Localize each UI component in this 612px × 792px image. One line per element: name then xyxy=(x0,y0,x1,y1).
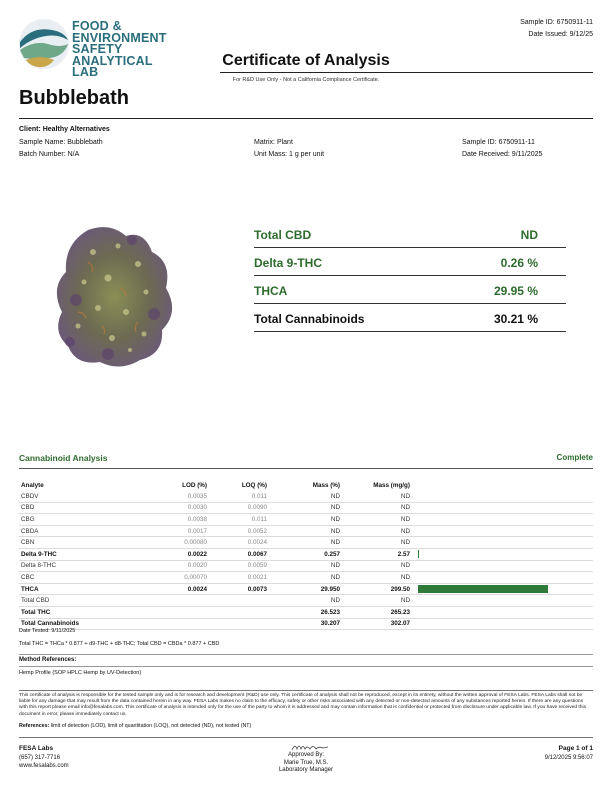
cell-bar xyxy=(412,491,593,502)
cell-mass-pct: ND xyxy=(269,537,342,549)
cell-loq: 0.0024 xyxy=(209,537,269,549)
summary-row-thca xyxy=(254,277,566,304)
summary-label: Total CBD xyxy=(254,228,312,242)
cell-mass-mg: 2.57 xyxy=(342,548,412,560)
date-received: Date Received: 9/11/2025 xyxy=(462,151,543,158)
table-header-row xyxy=(19,480,593,491)
mass-bar xyxy=(418,585,548,593)
summary-row-delta9 xyxy=(254,249,566,276)
cell-bar xyxy=(412,560,593,572)
disclaimer-divider xyxy=(19,690,593,691)
analysis-title: Cannabinoid Analysis xyxy=(19,453,108,463)
cell-lod: 0.0017 xyxy=(129,525,209,537)
summary-label: Total Cannabinoids xyxy=(254,312,365,326)
cell-mass-pct: ND xyxy=(269,572,342,584)
cell-analyte: CBN xyxy=(19,537,129,549)
mass-bar xyxy=(418,550,419,558)
cell-lod: 0.0030 xyxy=(129,502,209,514)
cell-mass-pct: ND xyxy=(269,491,342,502)
column-header: LOQ (%) xyxy=(241,482,267,489)
column-header: Mass (mg/g) xyxy=(373,482,410,489)
cell-mass-pct: 29.950 xyxy=(269,583,342,595)
cell-mass-pct: ND xyxy=(269,560,342,572)
cell-lod: 0.0035 xyxy=(129,491,209,502)
table-row xyxy=(19,595,593,607)
table-row xyxy=(19,502,593,514)
references-text: limit of detection (LOD), limit of quantitation (LOQ), not detected (ND), not tested (NT) xyxy=(50,723,252,729)
cell-bar xyxy=(412,618,593,630)
references xyxy=(19,723,251,729)
summary-value: ND xyxy=(520,228,538,242)
table-row xyxy=(19,537,593,549)
cell-bar xyxy=(412,548,593,560)
cell-mass-mg: ND xyxy=(342,514,412,526)
cell-mass-mg: ND xyxy=(342,560,412,572)
cell-loq xyxy=(209,618,269,630)
approver-title: Laboratory Manager xyxy=(278,767,334,773)
cell-lod: 0.0022 xyxy=(129,548,209,560)
table-row xyxy=(19,560,593,572)
thc-formula: Total THC = THCa * 0.877 + d9-THC + d8-THC; Total CBD = CBDa * 0.877 + CBD xyxy=(19,641,220,647)
cell-analyte: Delta 8-THC xyxy=(19,560,129,572)
analysis-status: Complete xyxy=(556,453,593,462)
product-photo xyxy=(48,222,183,372)
cell-analyte: CBC xyxy=(19,572,129,584)
header-date-issued: Date Issued: 9/12/25 xyxy=(528,31,593,38)
cell-bar xyxy=(412,502,593,514)
cell-mass-pct: ND xyxy=(269,595,342,607)
summary-row-total-cannabinoids xyxy=(254,305,566,332)
approver-name: Marie True, M.S. xyxy=(283,759,329,766)
table-row xyxy=(19,491,593,502)
cell-lod xyxy=(129,606,209,618)
table-row xyxy=(19,618,593,630)
cannabinoid-table xyxy=(19,480,593,630)
cell-bar xyxy=(412,572,593,584)
cell-bar xyxy=(412,525,593,537)
header-sample-id: Sample ID: 6750911-11 xyxy=(520,19,593,26)
page-number: Page 1 of 1 xyxy=(558,745,593,752)
cell-lod xyxy=(129,595,209,607)
column-header: Mass (%) xyxy=(312,482,340,489)
table-row xyxy=(19,583,593,595)
table-row xyxy=(19,525,593,537)
disclaimer-text: This certificate of analysis is responsible for the tested sample only and is for research and development (R&D) use only. This certificate of analysis shall not be reproduced, except in its entirety, without the written approval of FESA Labs. FESA Labs shall not be liable for any damage that may result from the data contained herein in any way. FESA Labs makes no claim to the efficacy, safety or other risks associated with any detected or non-detected amounts of any substances reported herein. If there are any questions with this report please email info@fesalabs.com. This certificate of analysis is intended only for the use of the party to whom it is addressed and may contain information that is confidential or protected from disclosure under applicable law. If you have received this document in error, please immediately contact us. xyxy=(19,693,587,717)
info-sample-id: Sample ID: 6750911-11 xyxy=(462,139,535,146)
unit-mass: Unit Mass: 1 g per unit xyxy=(254,151,325,158)
cell-loq: 0.0067 xyxy=(209,548,269,560)
analysis-divider xyxy=(19,468,593,469)
cell-analyte: CBD xyxy=(19,502,129,514)
product-name: Bubblebath xyxy=(19,87,129,109)
cell-analyte: THCA xyxy=(19,583,129,595)
footer-divider xyxy=(19,737,593,738)
cell-mass-mg: ND xyxy=(342,595,412,607)
cell-loq: 0.0021 xyxy=(209,572,269,584)
cell-loq: 0.0090 xyxy=(209,502,269,514)
cell-analyte: Total Cannabinoids xyxy=(19,618,129,630)
page-subtitle: For R&D Use Only - Not a California Compliance Certificate. xyxy=(232,77,380,83)
cell-lod: 0.00080 xyxy=(129,537,209,549)
footer-website: www.fesalabs.com xyxy=(19,763,69,769)
method-divider-top xyxy=(19,654,593,655)
cell-bar xyxy=(412,514,593,526)
summary-label: THCA xyxy=(254,284,288,298)
cell-mass-mg: ND xyxy=(342,502,412,514)
lab-name-line: FOOD & xyxy=(72,19,122,33)
batch-number: Batch Number: N/A xyxy=(19,151,80,158)
method-divider xyxy=(19,666,593,667)
cell-loq: 0.0052 xyxy=(209,525,269,537)
cell-mass-pct: 0.257 xyxy=(269,548,342,560)
approver-signature xyxy=(290,740,330,752)
page-title: Certificate of Analysis xyxy=(222,52,390,69)
cell-analyte: CBDA xyxy=(19,525,129,537)
cell-mass-pct: ND xyxy=(269,514,342,526)
cell-lod: 0.0038 xyxy=(129,514,209,526)
method-heading: Method References: xyxy=(19,657,77,663)
client-label: Client: Healthy Alternatives xyxy=(19,126,110,133)
lab-name-line: ENVIRONMENT xyxy=(72,30,167,45)
footer-approval xyxy=(256,752,356,775)
column-header-bar xyxy=(412,480,593,491)
date-tested: Date Tested: 9/11/2025 xyxy=(19,628,76,634)
method-text: Hemp Profile (SOP HPLC Hemp by UV-Detection) xyxy=(19,670,142,676)
cell-loq xyxy=(209,595,269,607)
cell-loq: 0.0073 xyxy=(209,583,269,595)
cell-mass-mg: ND xyxy=(342,572,412,584)
cell-bar xyxy=(412,606,593,618)
cell-loq: 0.011 xyxy=(209,514,269,526)
cell-mass-mg: ND xyxy=(342,491,412,502)
product-divider xyxy=(19,118,593,119)
cell-analyte: CBDV xyxy=(19,491,129,502)
title-divider xyxy=(220,72,593,73)
cell-analyte: Total THC xyxy=(19,606,129,618)
cell-mass-pct: ND xyxy=(269,525,342,537)
cell-lod xyxy=(129,618,209,630)
cell-analyte: Delta 9-THC xyxy=(19,548,129,560)
cell-bar xyxy=(412,537,593,549)
footer-phone: (657) 317-7716 xyxy=(19,755,61,761)
cell-mass-mg: 299.50 xyxy=(342,583,412,595)
cell-loq xyxy=(209,606,269,618)
cell-analyte: CBG xyxy=(19,514,129,526)
table-row xyxy=(19,572,593,584)
column-header: LOD (%) xyxy=(182,482,207,489)
lab-name-line: ANALYTICAL LAB xyxy=(72,53,153,79)
summary-value: 0.26 % xyxy=(500,256,538,270)
cell-bar xyxy=(412,595,593,607)
references-label: References: xyxy=(19,723,50,729)
cell-mass-pct: 26.523 xyxy=(269,606,342,618)
sample-name: Sample Name: Bubblebath xyxy=(19,139,103,146)
table-row xyxy=(19,606,593,618)
cell-mass-mg: ND xyxy=(342,525,412,537)
cell-mass-mg: 302.07 xyxy=(342,618,412,630)
summary-value: 29.95 % xyxy=(493,284,538,298)
cell-mass-pct: ND xyxy=(269,502,342,514)
cell-mass-mg: 265.23 xyxy=(342,606,412,618)
cell-lod: 0.0020 xyxy=(129,560,209,572)
cell-loq: 0.011 xyxy=(209,491,269,502)
summary-value: 30.21 % xyxy=(493,312,538,326)
table-row xyxy=(19,548,593,560)
cell-analyte: Total CBD xyxy=(19,595,129,607)
footer-company: FESA Labs xyxy=(19,745,54,752)
footer-timestamp: 9/12/2025 9:56:07 xyxy=(544,755,593,761)
matrix: Matrix: Plant xyxy=(254,139,293,146)
summary-row-total-cbd xyxy=(254,221,566,248)
cell-loq: 0.0059 xyxy=(209,560,269,572)
table-row xyxy=(19,514,593,526)
lab-name-line: SAFETY xyxy=(72,42,123,56)
cell-bar xyxy=(412,583,593,595)
cell-lod: 0.00070 xyxy=(129,572,209,584)
summary-label: Delta 9-THC xyxy=(254,256,323,270)
cell-lod: 0.0024 xyxy=(129,583,209,595)
cell-mass-mg: ND xyxy=(342,537,412,549)
approved-by-label: Approved By: xyxy=(287,752,325,758)
cell-mass-pct: 30.207 xyxy=(269,618,342,630)
column-header: Analyte xyxy=(21,482,44,489)
